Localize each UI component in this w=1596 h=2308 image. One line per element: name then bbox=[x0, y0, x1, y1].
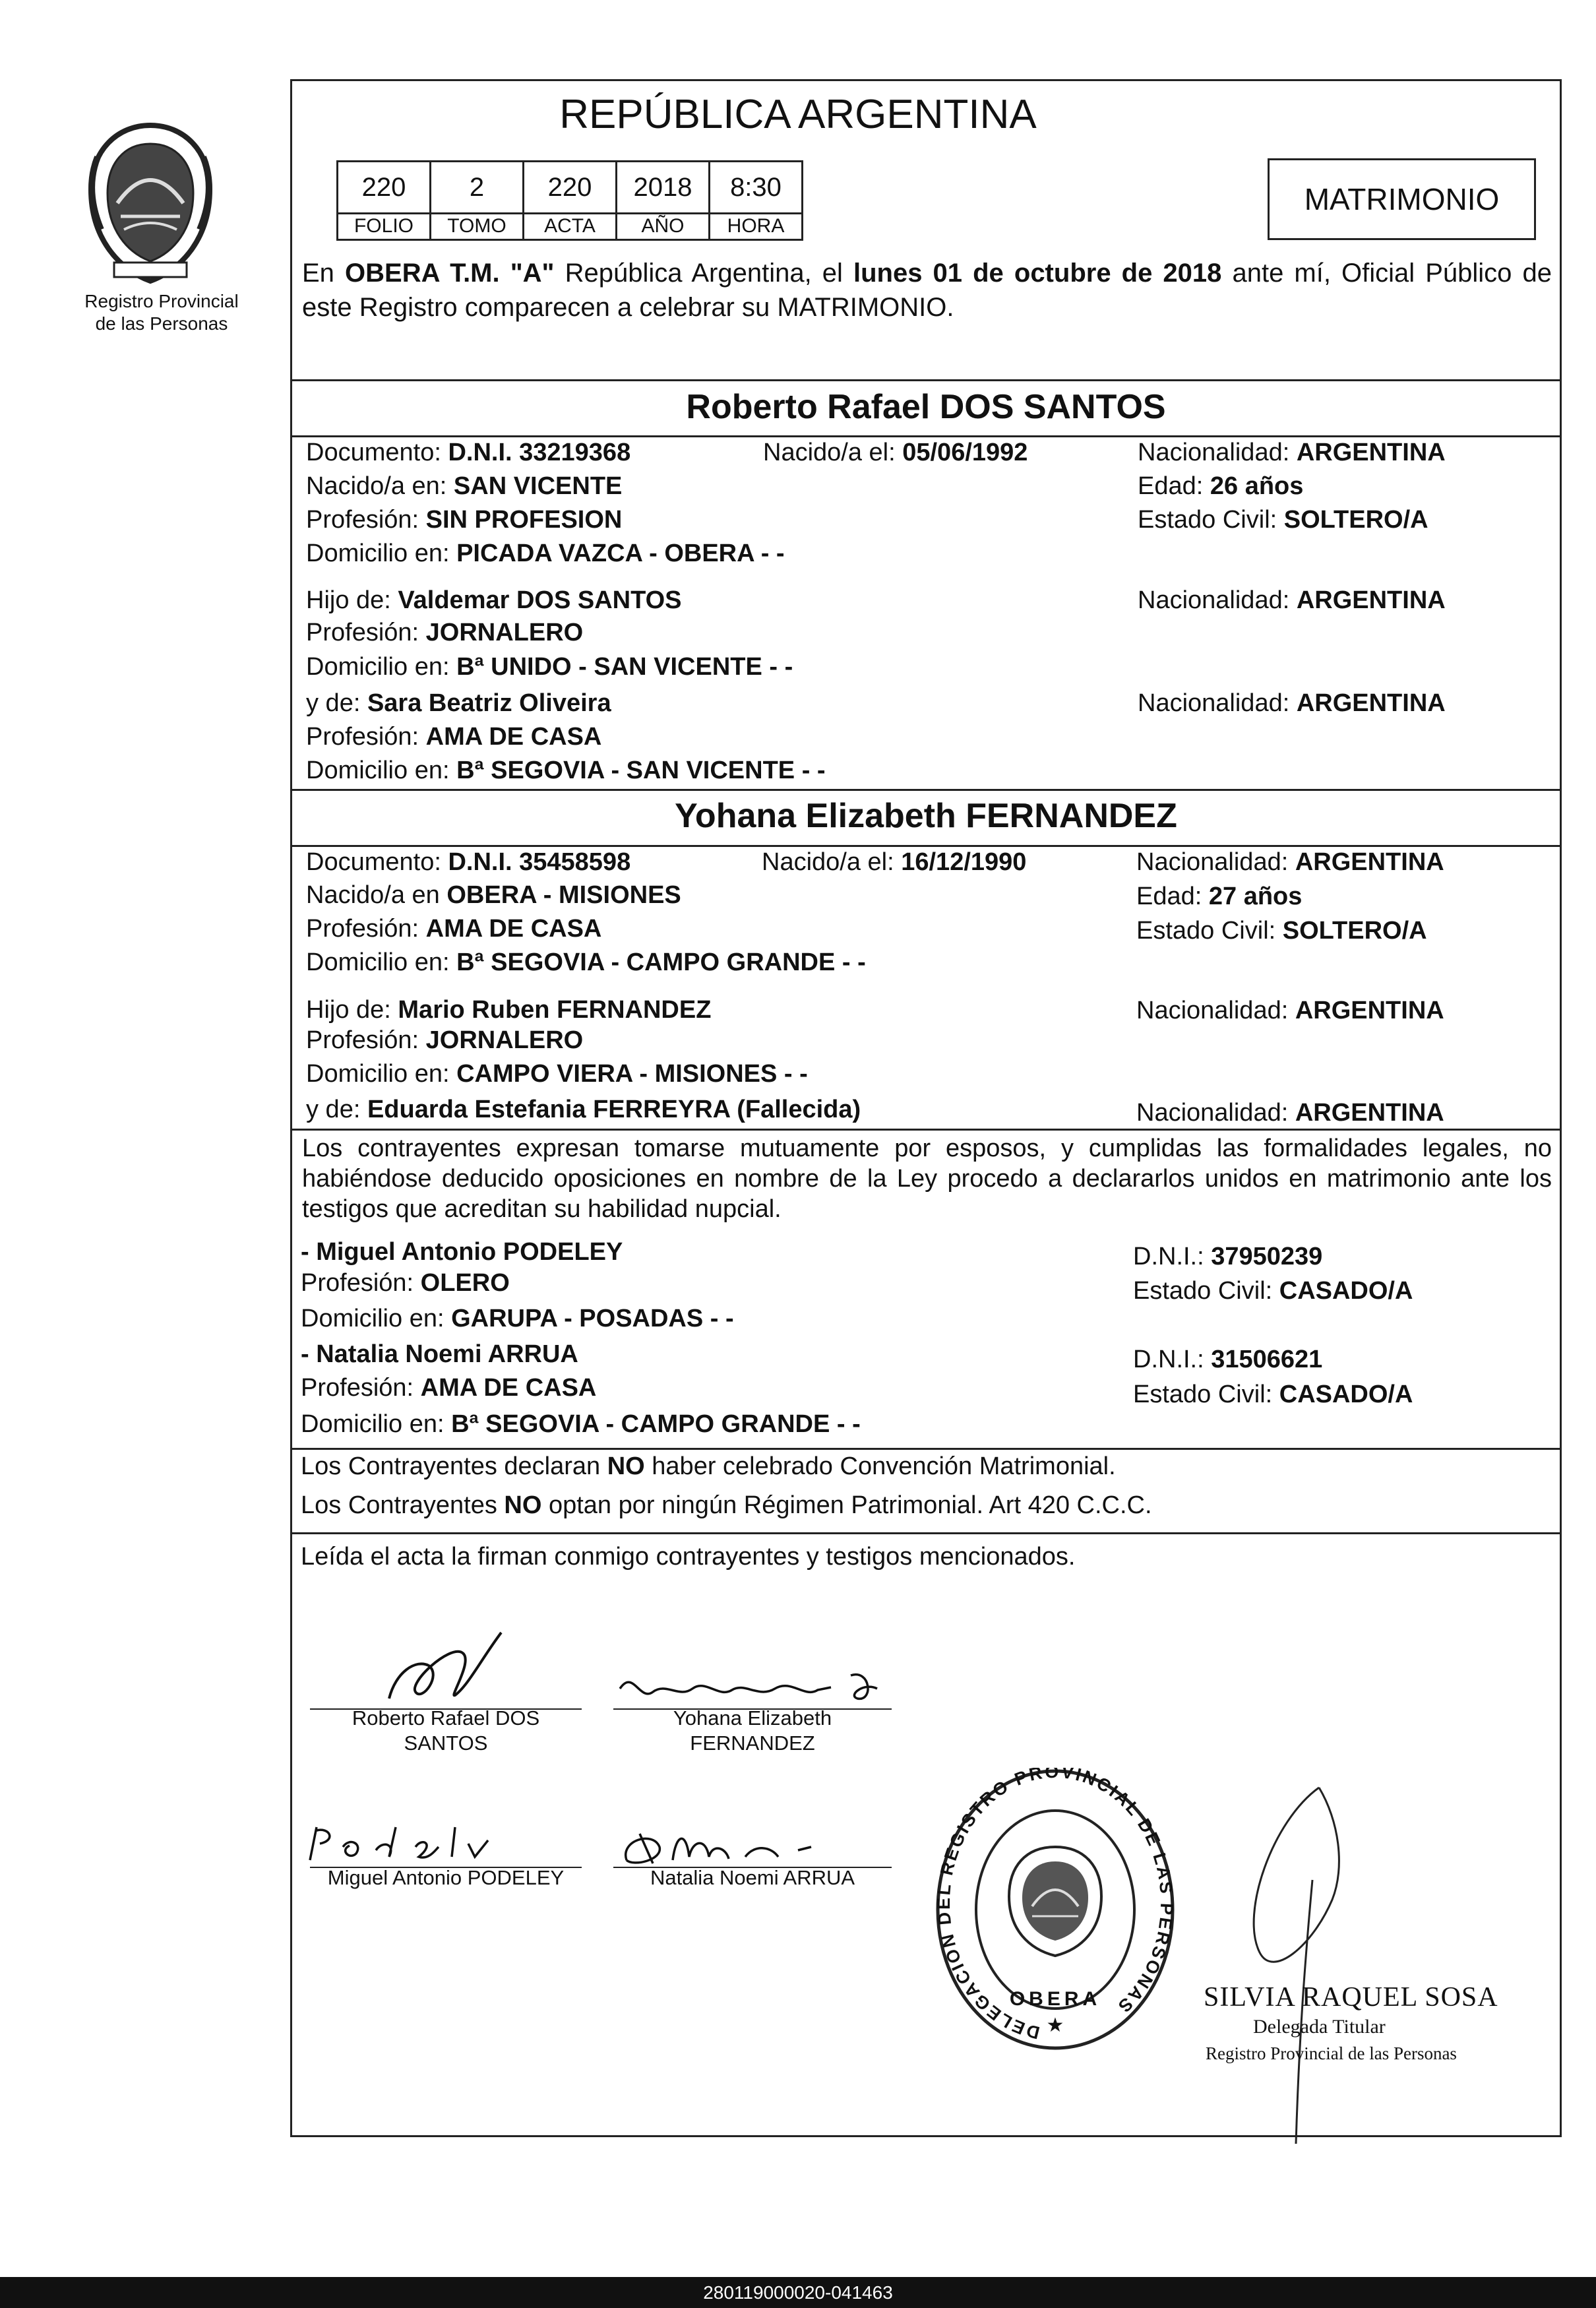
signature-label-witness1: Miguel Antonio PODELEY bbox=[327, 1866, 565, 1889]
spouse2-name: Yohana Elizabeth FERNANDEZ bbox=[675, 797, 1177, 835]
acta-label: ACTA bbox=[522, 213, 617, 241]
stamp-bottom-text: OBERA bbox=[1009, 1988, 1101, 2010]
spouse2-address: Domicilio en: Bª SEGOVIA - CAMPO GRANDE - - bbox=[306, 949, 866, 976]
province-seal bbox=[84, 117, 216, 289]
document-code: 280119000020-041463 bbox=[703, 2282, 893, 2303]
closing-text: Leída el acta la firman conmigo contrayentes y testigos mencionados. bbox=[301, 1543, 1076, 1571]
delegation-stamp-graphic bbox=[933, 1768, 1177, 2058]
rule-convention bbox=[290, 1448, 1562, 1450]
spouse2-father: Hijo de: Mario Ruben FERNANDEZ bbox=[306, 996, 712, 1024]
spouse2-birthplace: Nacido/a en OBERA - MISIONES bbox=[306, 881, 681, 909]
rule-declaration bbox=[290, 1129, 1562, 1131]
registry-box bbox=[336, 160, 805, 242]
officer-name: SILVIA RAQUEL SOSA bbox=[1204, 1982, 1498, 2012]
witness2-address: Domicilio en: Bª SEGOVIA - CAMPO GRANDE - - bbox=[301, 1410, 861, 1438]
province-seal-graphic bbox=[84, 117, 216, 289]
rule-spouse2-top bbox=[290, 789, 1562, 791]
rule-header bbox=[290, 379, 1562, 381]
intro-office: OBERA T.M. "A" bbox=[345, 259, 555, 288]
document-code-bar bbox=[0, 2277, 1596, 2308]
spouse1-name: Roberto Rafael DOS SANTOS bbox=[686, 388, 1166, 426]
stamp-star-icon: ★ bbox=[1046, 2014, 1064, 2037]
signature-label-witness2: Natalia Noemi ARRUA bbox=[650, 1866, 855, 1889]
folio-value: 220 bbox=[336, 160, 431, 214]
witness1-name: - Miguel Antonio PODELEY bbox=[301, 1238, 623, 1266]
spouse1-father-address: Domicilio en: Bª UNIDO - SAN VICENTE - - bbox=[306, 653, 793, 681]
spouse1-father: Hijo de: Valdemar DOS SANTOS bbox=[306, 586, 682, 614]
intro-text-1: En bbox=[302, 259, 346, 288]
intro-text-3: ante mí, Oficial Público de este Registro comparecen a celebrar su MATRIMONIO. bbox=[302, 259, 1552, 322]
intro-text-2: República Argentina, el bbox=[554, 259, 853, 288]
spouse2-age: Edad: 27 años bbox=[1136, 883, 1303, 910]
spouse1-mother-address: Domicilio en: Bª SEGOVIA - SAN VICENTE - - bbox=[306, 757, 826, 784]
spouse1-address: Domicilio en: PICADA VAZCA - OBERA - - bbox=[306, 540, 785, 567]
institution-label: Registro Provincial de las Personas bbox=[84, 291, 239, 334]
signature-spouse1-scribble bbox=[369, 1619, 541, 1712]
spouse1-document: Documento: D.N.I. 33219368 bbox=[306, 439, 631, 466]
spouse1-mother-nationality: Nacionalidad: ARGENTINA bbox=[1138, 689, 1446, 717]
spouse1-father-nationality: Nacionalidad: ARGENTINA bbox=[1138, 586, 1446, 614]
witness2-name: - Natalia Noemi ARRUA bbox=[301, 1340, 578, 1368]
signature-label-spouse1: Roberto Rafael DOS SANTOS bbox=[352, 1706, 540, 1755]
witness2-civil-status: Estado Civil: CASADO/A bbox=[1133, 1381, 1413, 1408]
folio-label: FOLIO bbox=[336, 213, 431, 241]
spouse2-document: Documento: D.N.I. 35458598 bbox=[306, 848, 631, 876]
officer-role: Delegada Titular bbox=[1253, 2016, 1386, 2038]
officer-signature-scribble bbox=[1233, 1781, 1405, 2150]
spouse2-father-address: Domicilio en: CAMPO VIERA - MISIONES - - bbox=[306, 1060, 808, 1088]
tomo-value: 2 bbox=[429, 160, 524, 214]
spouse1-profession: Profesión: SIN PROFESION bbox=[306, 506, 623, 534]
rule-closing bbox=[290, 1532, 1562, 1534]
spouse2-mother-nationality: Nacionalidad: ARGENTINA bbox=[1136, 1099, 1444, 1127]
witness1-civil-status: Estado Civil: CASADO/A bbox=[1133, 1277, 1413, 1305]
spouse2-mother: y de: Eduarda Estefania FERREYRA (Fallecida) bbox=[306, 1096, 861, 1123]
spouse2-profession: Profesión: AMA DE CASA bbox=[306, 915, 602, 943]
act-type-box: MATRIMONIO bbox=[1268, 158, 1536, 240]
stamp-ring-text: DELEGACION DEL REGISTRO PROVINCIAL DE LAS PERSONAS bbox=[934, 1768, 1177, 2043]
year-value: 2018 bbox=[615, 160, 710, 214]
spouse1-birthdate: Nacido/a el: 05/06/1992 bbox=[763, 439, 1028, 466]
declaration-text: Los contrayentes expresan tomarse mutuamente por esposos, y cumplidas las formalidades legales, no habiéndose deducido oposiciones en nombre de la Ley procedo a declararlos unidos en matrimonio ante los testigos que acreditan su habilidad nupcial. bbox=[302, 1135, 1552, 1223]
witness1-address: Domicilio en: GARUPA - POSADAS - - bbox=[301, 1305, 734, 1332]
spouse2-father-nationality: Nacionalidad: ARGENTINA bbox=[1136, 997, 1444, 1024]
spouse1-mother-profession: Profesión: AMA DE CASA bbox=[306, 723, 602, 751]
officer-office: Registro Provincial de las Personas bbox=[1206, 2043, 1457, 2063]
witness2-dni: D.N.I.: 31506621 bbox=[1133, 1346, 1323, 1373]
hour-label: HORA bbox=[708, 213, 803, 241]
convention-line-1: Los Contrayentes declaran NO haber celebrado Convención Matrimonial. bbox=[301, 1452, 1116, 1480]
witness2-profession: Profesión: AMA DE CASA bbox=[301, 1374, 597, 1402]
spouse1-civil-status: Estado Civil: SOLTERO/A bbox=[1138, 506, 1428, 534]
spouse2-birthdate: Nacido/a el: 16/12/1990 bbox=[762, 848, 1027, 876]
hour-value: 8:30 bbox=[708, 160, 803, 214]
spouse2-father-profession: Profesión: JORNALERO bbox=[306, 1026, 584, 1054]
year-label: AÑO bbox=[615, 213, 710, 241]
intro-paragraph bbox=[302, 256, 1552, 325]
tomo-label: TOMO bbox=[429, 213, 524, 241]
spouse1-father-profession: Profesión: JORNALERO bbox=[306, 619, 584, 646]
intro-date: lunes 01 de octubre de 2018 bbox=[853, 259, 1222, 288]
witness1-profession: Profesión: OLERO bbox=[301, 1269, 510, 1297]
country-title: REPÚBLICA ARGENTINA bbox=[559, 92, 1037, 137]
signature-witness1-scribble bbox=[303, 1821, 521, 1867]
convention-line-2: Los Contrayentes NO optan por ningún Régimen Patrimonial. Art 420 C.C.C. bbox=[301, 1491, 1152, 1519]
spouse2-nationality: Nacionalidad: ARGENTINA bbox=[1136, 848, 1444, 876]
delegation-stamp bbox=[933, 1768, 1177, 2058]
signature-label-spouse2: Yohana Elizabeth FERNANDEZ bbox=[673, 1706, 832, 1755]
spouse1-nationality: Nacionalidad: ARGENTINA bbox=[1138, 439, 1446, 466]
spouse1-mother: y de: Sara Beatriz Oliveira bbox=[306, 689, 611, 717]
spouse2-civil-status: Estado Civil: SOLTERO/A bbox=[1136, 917, 1427, 945]
witness1-dni: D.N.I.: 37950239 bbox=[1133, 1243, 1323, 1270]
spouse1-birthplace: Nacido/a en: SAN VICENTE bbox=[306, 472, 623, 500]
acta-value: 220 bbox=[522, 160, 617, 214]
spouse1-age: Edad: 26 años bbox=[1138, 472, 1304, 500]
